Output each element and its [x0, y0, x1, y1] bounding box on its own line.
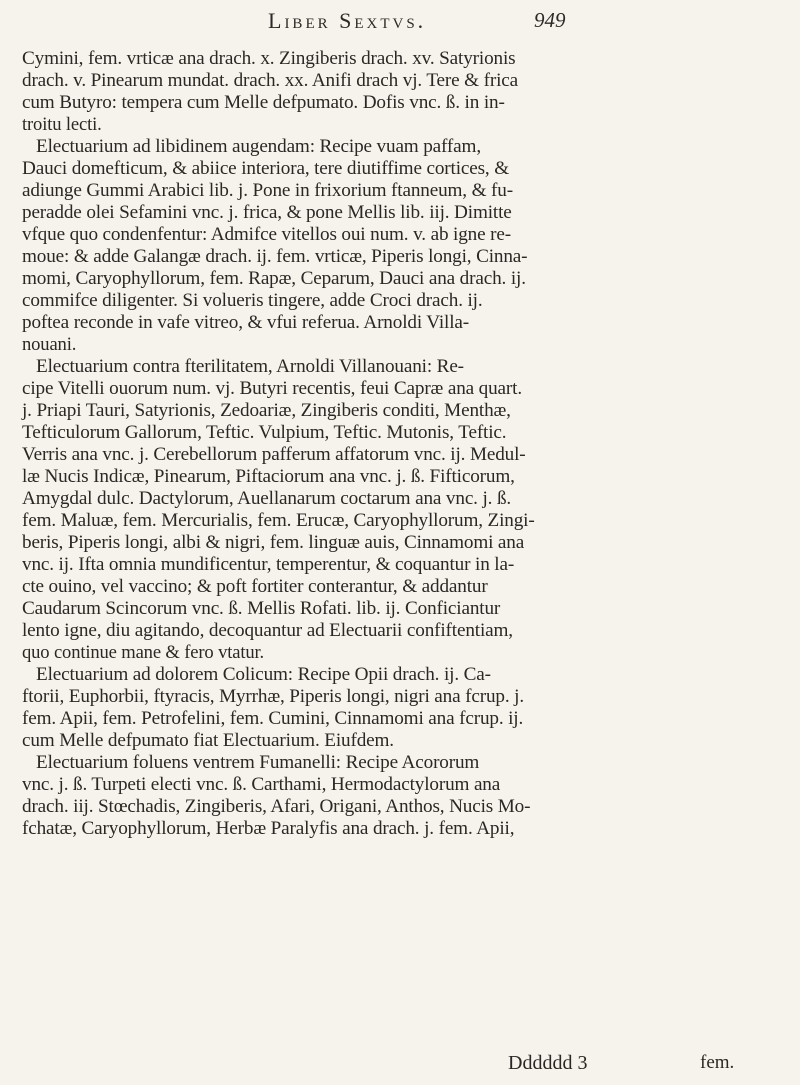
text-line: troitu lecti. — [22, 114, 102, 135]
text-line: Caudarum Scincorum vnc. ß. Mellis Rofati. lib. ij. Conficiantur — [22, 598, 501, 619]
text-line: lento igne, diu agitando, decoquantur ad Electuarii confiftentiam, — [22, 620, 513, 641]
text-line: cum Butyro: tempera cum Melle defpumato. Dofis vnc. ß. in in- — [22, 92, 505, 113]
text-line: Electuarium contra fterilitatem, Arnoldi Villanouani: Re- — [36, 356, 464, 377]
text-line: drach. v. Pinearum mundat. drach. xx. Anifi drach vj. Tere & frica — [22, 70, 518, 91]
text-line: moue: & adde Galangæ drach. ij. fem. vrticæ, Piperis longi, Cinna- — [22, 246, 528, 267]
page-footer — [0, 1052, 800, 1082]
text-line: ftorii, Euphorbii, ftyracis, Myrrhæ, Piperis longi, nigri ana fcrup. j. — [22, 686, 524, 707]
page-number: 949 — [534, 8, 566, 32]
running-head: Liber Sextvs. — [268, 8, 427, 33]
text-line: vnc. ij. Ifta omnia mundificentur, temperentur, & coquantur in la- — [22, 554, 515, 575]
text-line: cum Melle defpumato fiat Electuarium. Eiufdem. — [22, 730, 394, 751]
text-line: vfque quo condenfentur: Admifce vitellos oui num. v. ab igne re- — [22, 224, 511, 245]
text-line: fchatæ, Caryophyllorum, Herbæ Paralyfis ana drach. j. fem. Apii, — [22, 818, 515, 839]
text-line: Cymini, fem. vrticæ ana drach. x. Zingiberis drach. xv. Satyrionis — [22, 48, 516, 69]
text-line: adiunge Gummi Arabici lib. j. Pone in frixorium ftanneum, & fu- — [22, 180, 513, 201]
text-line: peradde olei Sefamini vnc. j. frica, & pone Mellis lib. iij. Dimitte — [22, 202, 512, 223]
page-header — [0, 8, 800, 48]
text-line: Electuarium foluens ventrem Fumanelli: Recipe Acororum — [36, 752, 480, 773]
text-line: quo continue mane & fero vtatur. — [22, 642, 265, 663]
text-line: cte ouino, vel vaccino; & poft fortiter conterantur, & addantur — [22, 576, 488, 597]
text-line: poftea reconde in vafe vitreo, & vfui referua. Arnoldi Villa- — [22, 312, 470, 333]
text-line: drach. iij. Stœchadis, Zingiberis, Afari, Origani, Anthos, Nucis Mo- — [22, 796, 531, 817]
text-line: cipe Vitelli ouorum num. vj. Butyri recentis, feui Capræ ana quart. — [22, 378, 522, 399]
text-line: nouani. — [22, 334, 77, 355]
text-line: fem. Apii, fem. Petrofelini, fem. Cumini, Cinnamomi ana fcrup. ij. — [22, 708, 524, 729]
text-line: j. Priapi Tauri, Satyrionis, Zedoariæ, Zingiberis conditi, Menthæ, — [22, 400, 511, 421]
text-line: Electuarium ad libidinem augendam: Recipe vuam paffam, — [36, 136, 481, 157]
text-line: Verris ana vnc. j. Cerebellorum pafferum affatorum vnc. ij. Medul- — [22, 444, 526, 465]
text-line: Amygdal dulc. Dactylorum, Auellanarum coctarum ana vnc. j. ß. — [22, 488, 512, 509]
text-line: Electuarium ad dolorem Colicum: Recipe Opii drach. ij. Ca- — [36, 664, 491, 685]
text-line: fem. Maluæ, fem. Mercurialis, fem. Erucæ, Caryophyllorum, Zingi- — [22, 510, 535, 531]
text-line: læ Nucis Indicæ, Pinearum, Piftaciorum ana vnc. j. ß. Fifticorum, — [22, 466, 515, 487]
signature-mark: Dddddd 3 — [508, 1052, 588, 1074]
text-line: commifce diligenter. Si volueris tingere, adde Croci drach. ij. — [22, 290, 483, 311]
text-line: Tefticulorum Gallorum, Teftic. Vulpium, Teftic. Mutonis, Teftic. — [22, 422, 507, 443]
text-line: momi, Caryophyllorum, fem. Rapæ, Ceparum, Dauci ana drach. ij. — [22, 268, 526, 289]
catchword: fem. — [700, 1052, 735, 1073]
text-line: Dauci domefticum, & abiice interiora, tere diutiffime cortices, & — [22, 158, 509, 179]
text-line: vnc. j. ß. Turpeti electi vnc. ß. Carthami, Hermodactylorum ana — [22, 774, 501, 795]
text-line: beris, Piperis longi, albi & nigri, fem. linguæ auis, Cinnamomi ana — [22, 532, 525, 553]
